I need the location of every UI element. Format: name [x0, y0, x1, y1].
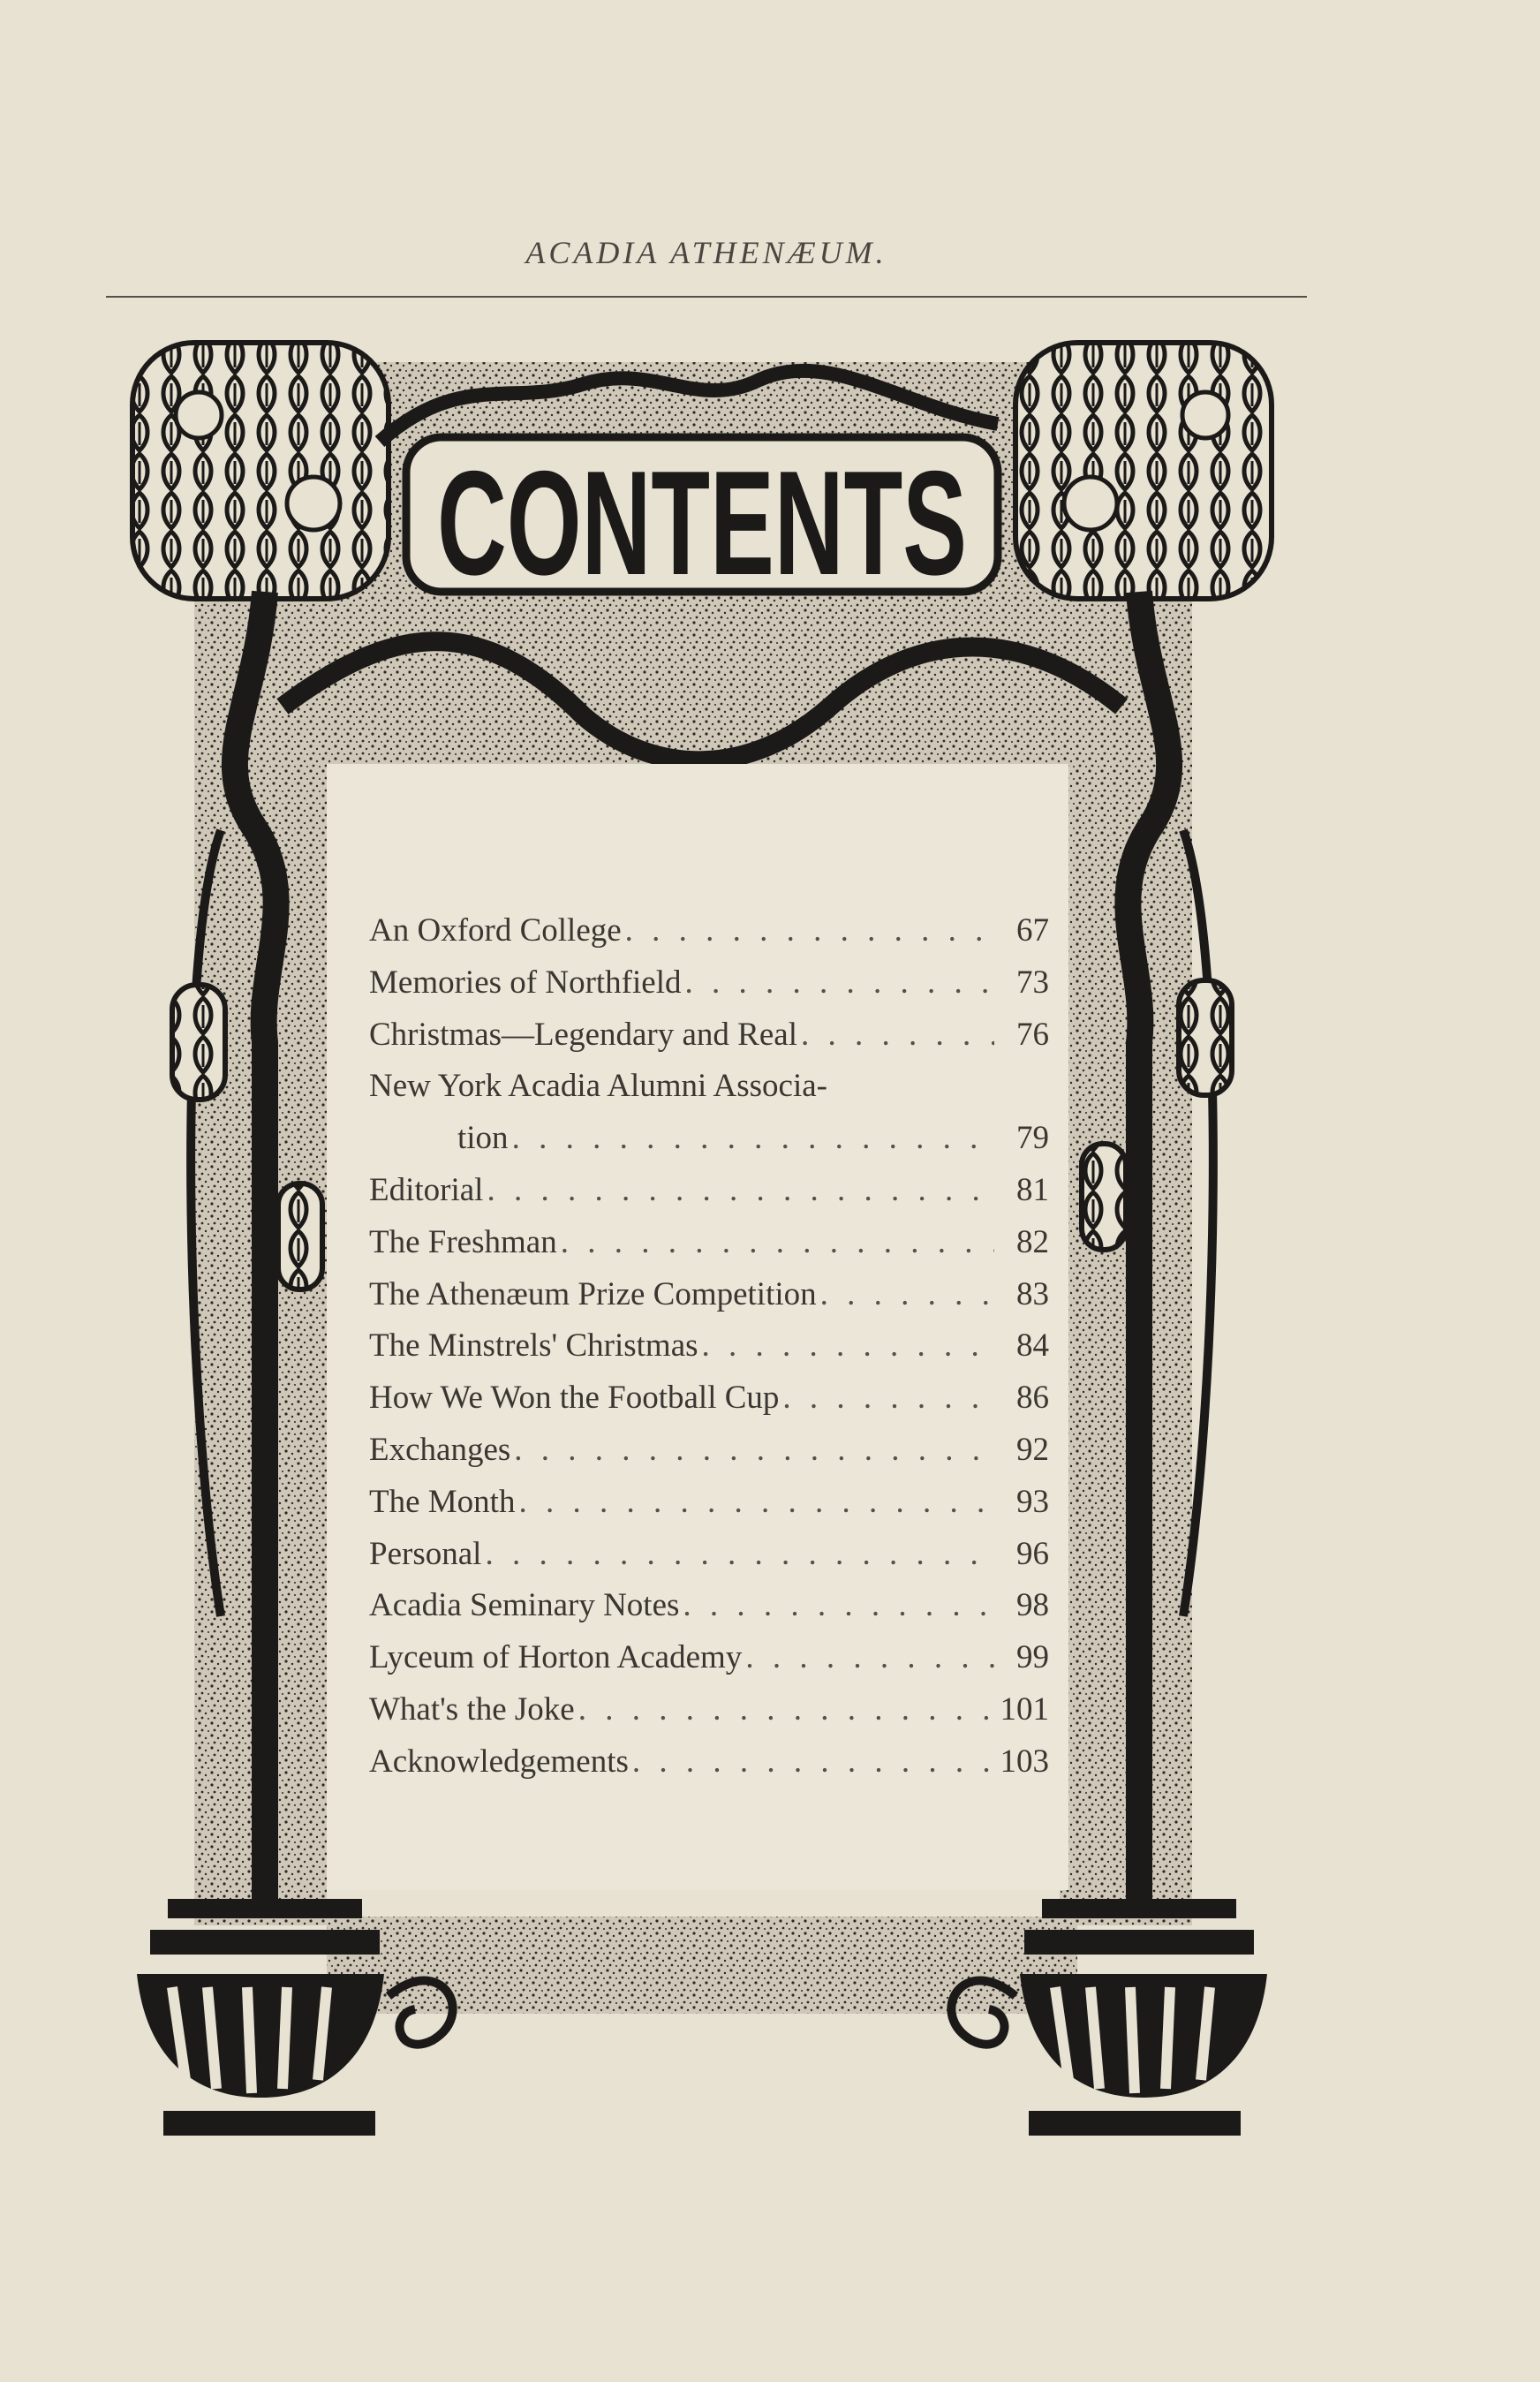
toc-entry [369, 1372, 1049, 1425]
toc-leader-dots [797, 1010, 994, 1062]
toc-page-number: 79 [1016, 1120, 1049, 1157]
toc-entry-title: Lyceum of Horton Academy [369, 1639, 743, 1676]
toc-leader-dots [575, 1684, 994, 1736]
left-urn-base [163, 2111, 375, 2136]
toc-entry [369, 1477, 1049, 1529]
toc-page-number: 92 [1016, 1431, 1049, 1468]
toc-entry [369, 1010, 1049, 1062]
left-urn-lip [168, 1899, 362, 1918]
header-rule [106, 296, 1307, 298]
toc-entry [369, 1320, 1049, 1372]
toc-entry-title: An Oxford College [369, 912, 622, 949]
toc-entry-title: New York Acadia Alumni Associa- [369, 1068, 827, 1105]
toc-entry [369, 1165, 1049, 1217]
toc-entry-title: What's the Joke [369, 1690, 575, 1728]
toc-entry [369, 1736, 1049, 1788]
toc-entry-title: tion [457, 1120, 509, 1157]
toc-page-number: 82 [1016, 1223, 1049, 1260]
toc-entry [369, 1632, 1049, 1684]
toc-entry [369, 1217, 1049, 1269]
contents-banner-title: CONTENTS [437, 440, 967, 606]
toc-leader-dots [622, 905, 994, 957]
toc-page-number: 86 [1016, 1380, 1049, 1417]
toc-entry [369, 1580, 1049, 1632]
toc-page-number: 84 [1016, 1327, 1049, 1365]
toc-entry-title: The Month [369, 1483, 516, 1520]
toc-page-number: 98 [1016, 1587, 1049, 1624]
toc-entry-title: The Athenæum Prize Competition [369, 1275, 817, 1312]
toc-leader-dots [681, 957, 994, 1010]
toc-leader-dots [779, 1372, 994, 1425]
toc-page-number: 67 [1016, 912, 1049, 949]
toc-page-number: 96 [1016, 1535, 1049, 1572]
running-head: ACADIA ATHENÆUM. [525, 235, 887, 270]
right-seed-pod [1179, 980, 1232, 1095]
toc-leader-dots [509, 1113, 994, 1165]
right-tree-canopy [1015, 343, 1272, 599]
toc-entry [369, 1529, 1049, 1581]
toc-leader-dots [698, 1320, 994, 1372]
toc-entry-title: Christmas—Legendary and Real [369, 1016, 797, 1053]
toc-entry [369, 1684, 1049, 1736]
toc-entry-title: Editorial [369, 1171, 484, 1208]
toc-entry-title: The Minstrels' Christmas [369, 1327, 698, 1365]
toc-entry-title: Personal [369, 1535, 482, 1572]
toc-entry-title: Exchanges [369, 1431, 511, 1468]
toc-leader-dots [817, 1269, 994, 1321]
right-seed-pod-2 [1082, 1144, 1126, 1250]
left-seed-pod [172, 985, 225, 1100]
toc-leader-dots [515, 1477, 994, 1529]
toc-leader-dots [510, 1425, 994, 1477]
toc-page-number: 99 [1016, 1639, 1049, 1676]
right-urn-lip [1042, 1899, 1236, 1918]
toc-entry-title: Acknowledgements [369, 1743, 629, 1780]
left-tree-canopy [132, 343, 389, 599]
toc-page-number: 93 [1016, 1483, 1049, 1520]
toc-leader-dots [483, 1165, 994, 1217]
right-urn-base [1029, 2111, 1241, 2136]
toc-leader-dots [557, 1217, 994, 1269]
toc-leader-dots [679, 1580, 994, 1632]
toc-leader-dots [742, 1632, 994, 1684]
toc-page-number: 76 [1016, 1016, 1049, 1053]
toc-entry-title: How We Won the Football Cup [369, 1380, 780, 1417]
toc-leader-dots [481, 1529, 994, 1581]
table-of-contents [369, 905, 1049, 1788]
left-seed-pod-2 [278, 1183, 322, 1289]
toc-page-number: 73 [1016, 964, 1049, 1001]
toc-entry [369, 957, 1049, 1010]
toc-entry-title: Acadia Seminary Notes [369, 1587, 680, 1624]
toc-page-number: 101 [1000, 1690, 1049, 1728]
toc-entry [369, 1113, 1049, 1165]
toc-entry-title: Memories of Northfield [369, 964, 682, 1001]
toc-leader-dots [629, 1736, 994, 1788]
toc-entry [369, 905, 1049, 957]
toc-page-number: 83 [1016, 1275, 1049, 1312]
stipple-bottom-band [327, 1917, 1077, 2014]
toc-page-number: 81 [1016, 1171, 1049, 1208]
toc-entry-title: The Freshman [369, 1223, 557, 1260]
toc-page-number: 103 [1000, 1743, 1049, 1780]
toc-entry [369, 1269, 1049, 1321]
toc-entry [369, 1425, 1049, 1477]
